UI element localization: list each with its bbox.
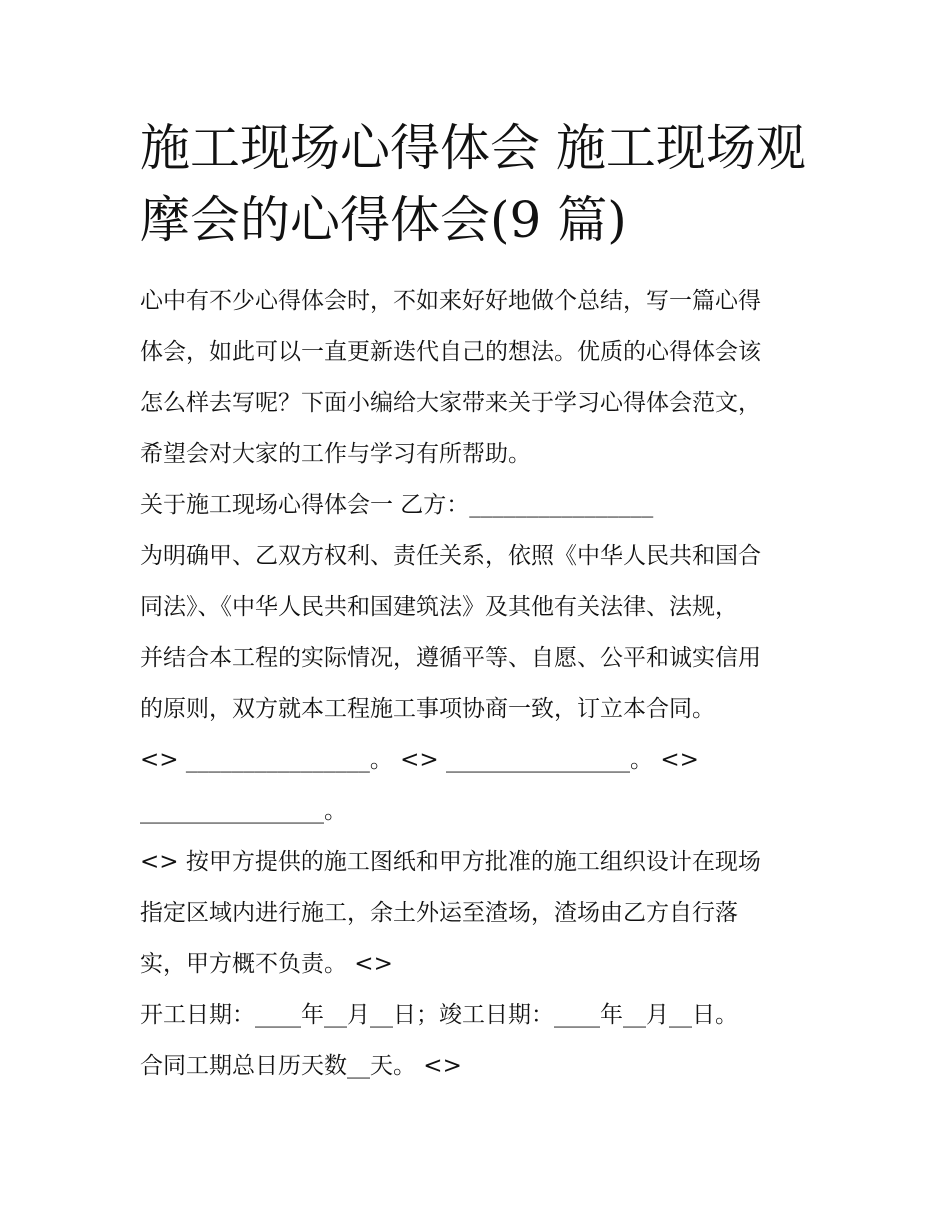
body-line: 的原则，双方就本工程施工事项协商一致，订立本合同。 [140,696,715,722]
body-line: 开工日期：____年__月__日；竣工日期：____年__月__日。 [140,1002,738,1028]
body-line: <> ________________。 <> ________________。 <> [140,747,699,773]
body-line: <> 按甲方提供的施工图纸和甲方批准的施工组织设计在现场 [140,849,761,875]
document-body [140,276,830,1092]
body-line: 体会，如此可以一直更新迭代自己的想法。优质的心得体会该 [140,339,761,365]
body-line: 指定区域内进行施工，余土外运至渣场，渣场由乙方自行落 [140,900,738,926]
body-line: 怎么样去写呢？下面小编给大家带来关于学习心得体会范文， [140,390,761,416]
document-title [140,112,820,256]
body-line: 希望会对大家的工作与学习有所帮助。 [140,441,531,467]
body-line: 实，甲方概不负责。 <> [140,951,393,977]
body-line: 为明确甲、乙双方权利、责任关系，依照《中华人民共和国合 [140,543,761,569]
body-line: 心中有不少心得体会时，不如来好好地做个总结，写一篇心得 [140,288,761,314]
body-line: ________________。 [140,798,347,824]
body-line: 同法》、《中华人民共和国建筑法》及其他有关法律、法规， [140,594,738,620]
title-line-1: 施工现场心得体会 施工现场观 [140,119,806,177]
body-line: 合同工期总日历天数__天。 <> [140,1053,462,1079]
body-line: 关于施工现场心得体会一 乙方：________________ [140,492,654,518]
body-line: 并结合本工程的实际情况，遵循平等、自愿、公平和诚实信用 [140,645,761,671]
title-line-2: 摩会的心得体会(9 篇) [140,191,627,249]
